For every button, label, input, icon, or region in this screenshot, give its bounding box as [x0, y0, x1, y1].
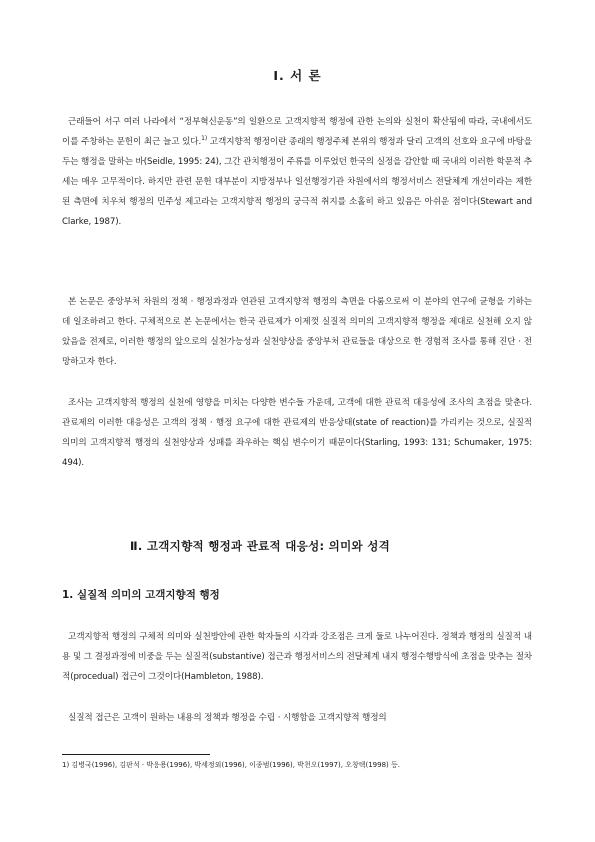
footnote-marker[interactable]: 1) [201, 135, 208, 143]
intro-paragraph-3: 조사는 고객지향적 행정의 실천에 영향을 미치는 다양한 변수들 가운데, 고객에 대한 관료적 대응성에 조사의 초점을 맞춘다. 관료제의 이러한 대응성은 고객의 정책 · 행정 요구에 대한 관료제의 반응상태(state of reaction)를 가리키는 것으로, 실질적 의미의 고객지향적 행정의 실천양상과 성패를 좌우하는 핵심 변수이기 때문이다(Starling, 1993: 131; Schumaker, 1975: 494). [62, 398, 532, 469]
chapter-heading-introduction: Ⅰ. 서 론 [273, 68, 322, 83]
intro-paragraph-1 [62, 112, 532, 233]
intro-paragraph-1-text: 근래들어 서구 여러 나라에서 “정부혁신운동”의 일환으로 고객지향적 행정에 관한 논의와 실천이 확산됨에 따라, 국내에서도 이를 주창하는 문헌이 최근 늘고 있다. [62, 117, 532, 148]
intro-paragraph-2: 본 논문은 중앙부처 차원의 정책 · 행정과정과 연관된 고객지향적 행정의 측면을 다룸으로써 이 분야의 연구에 균형을 기하는 데 일조하려고 한다. 구체적으로 본 논문에서는 한국 관료제가 이제껏 실질적 의미의 고객지향적 행정을 제대로 실천해 오지 않았음을 전제로, 이러한 행정의 앞으로의 실천가능성과 실천양상을 중앙부처 관료들을 대상으로 한 경험적 조사를 통해 진단 · 전망하고자 한다. [62, 297, 532, 368]
footnote-1: 1) 김병국(1996), 김판석 · 박응용(1996), 박세정외(1996), 이종범(1996), 박천오(1997), 오창택(1998) 등. [62, 761, 400, 769]
intro-paragraph-1-continued: 고객지향적 행정이란 종래의 행정주체 본위의 행정과 달리 고객의 선호와 요구에 바탕을 두는 행정을 말하는 바(Seidle, 1995: 24), 그간 관치행정이 주류를 이루었던 한국의 실정을 감안할 때 국내의 이러한 학문적 추세는 매우 고무적이다. 하지만 관련 문헌 대부분이 지방정부나 일선행정기관 차원에서의 행정서비스 전달체계 개선이라는 제한된 측면에 치우쳐 행정의 민주성 제고라는 고객지향적 행정의 궁극적 취지를 소홀히 하고 있음은 아쉬운 점이다(Stewart and Clarke, 1987). [62, 137, 532, 228]
chapter-heading-2: Ⅱ. 고객지향적 행정과 관료적 대응성: 의미와 성격 [130, 539, 391, 553]
footnote-divider [62, 754, 210, 755]
section-heading-1: 1. 실질적 의미의 고객지향적 행정 [62, 589, 220, 601]
section1-paragraph-1: 고객지향적 행정의 구체적 의미와 실천방안에 관한 학자들의 시각과 강조점은 크게 둘로 나누어진다. 정책과 행정의 실질적 내용 및 그 결정과정에 비중을 두는 실질적(substantive) 접근과 행정서비스의 전달체계 내지 행정수행방식에 초점을 맞추는 절차적(procedual) 접근이 그것이다(Hambleton, 1988). [62, 632, 532, 683]
section1-paragraph-2: 실질적 접근은 고객이 원하는 내용의 정책과 행정을 수립 · 시행함을 고객지향적 행정의 [68, 713, 387, 723]
